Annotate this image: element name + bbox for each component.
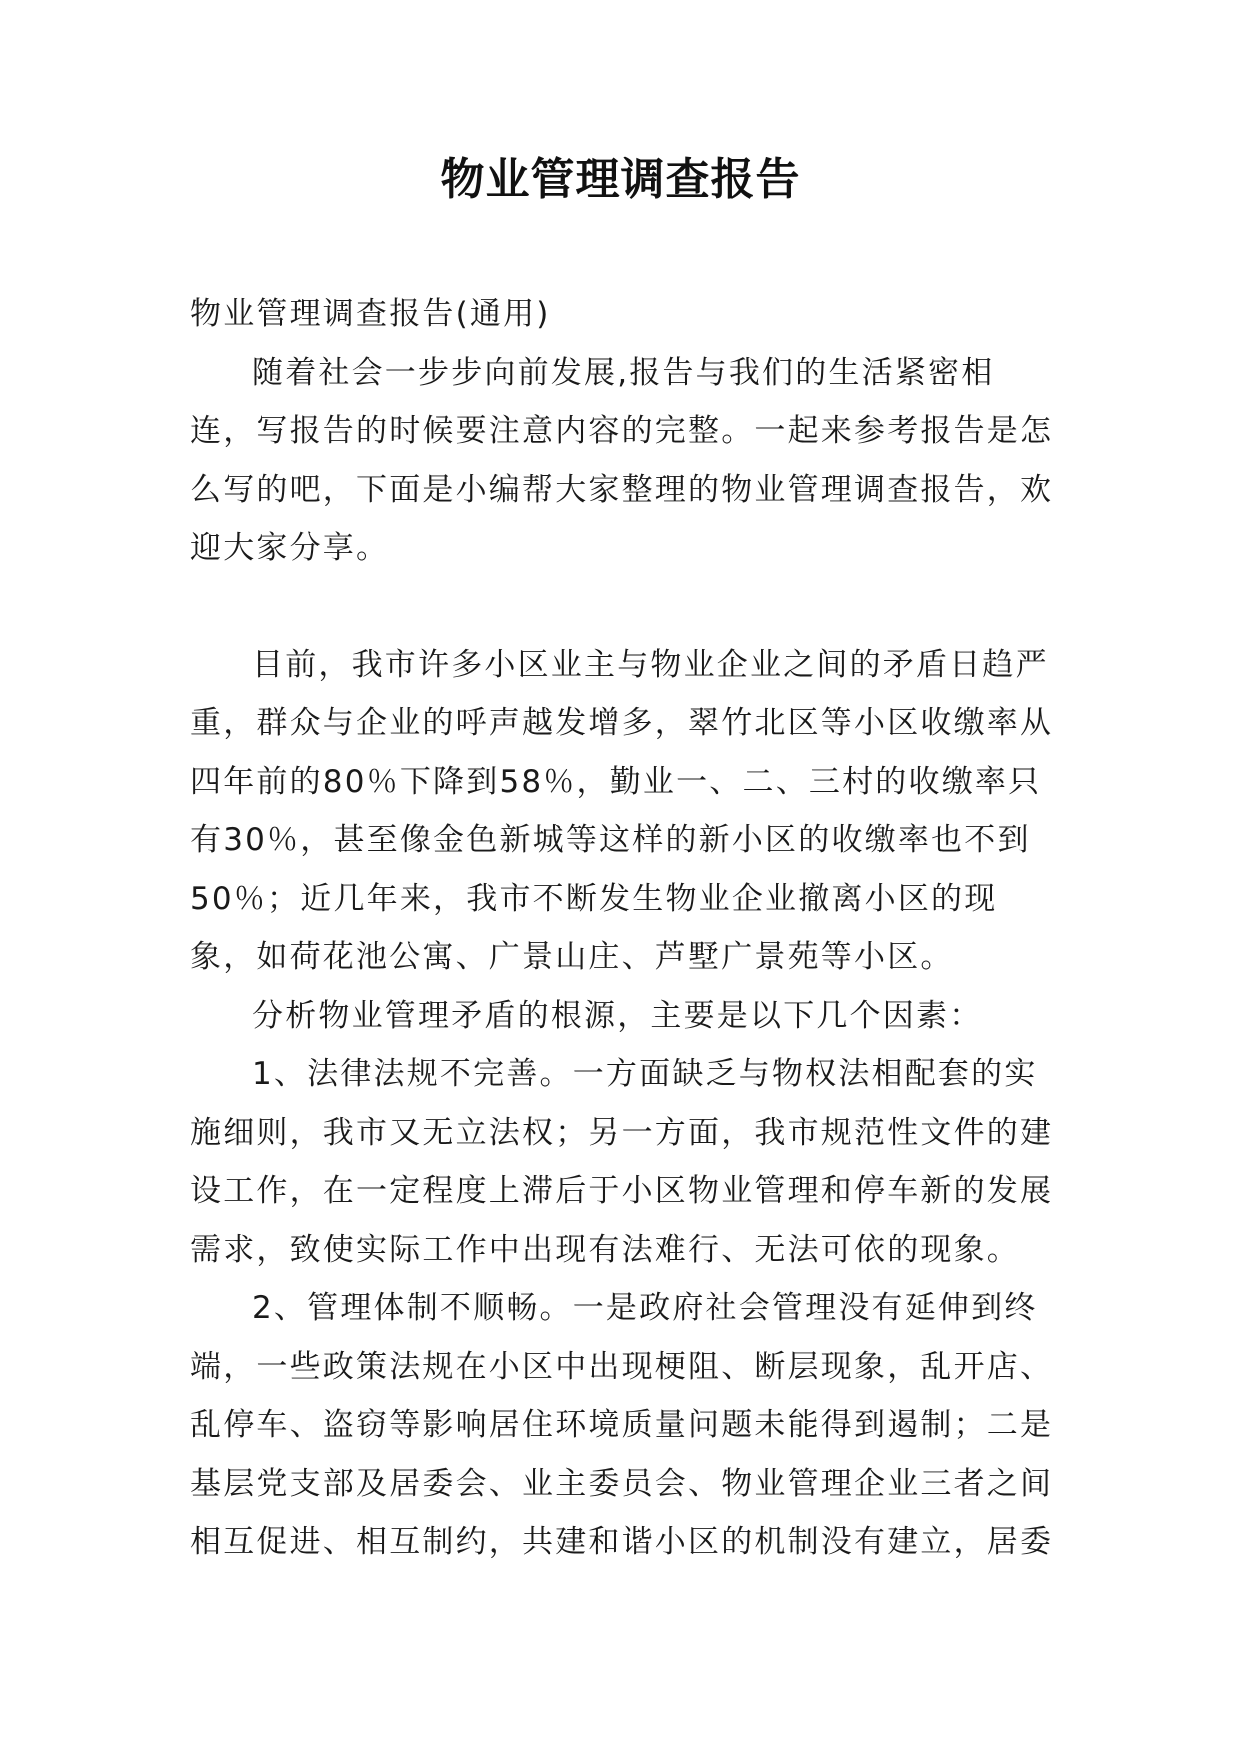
paragraph-spacer xyxy=(190,578,1060,636)
body-paragraph: 1、法律法规不完善。一方面缺乏与物权法相配套的实施细则，我市又无立法权；另一方面，我市规范性文件的建设工作，在一定程度上滞后于小区物业管理和停车新的发展需求，致使实际工作中出现有法难行、无法可依的现象。 xyxy=(190,1056,1054,1268)
subtitle-paragraph: 物业管理调查报告(通用) xyxy=(190,296,551,332)
body-paragraph: 目前，我市许多小区业主与物业企业之间的矛盾日趋严重，群众与企业的呼声越发增多，翠竹北区等小区收缴率从四年前的80％下降到58％，勤业一、二、三村的收缴率只有30％，甚至像金色新城等这样的新小区的收缴率也不到50％；近几年来，我市不断发生物业企业撤离小区的现象，如荷花池公寓、广景山庄、芦墅广景苑等小区。 xyxy=(190,646,1054,975)
document-body xyxy=(190,285,1060,1572)
body-paragraph: 2、管理体制不顺畅。一是政府社会管理没有延伸到终端，一些政策法规在小区中出现梗阻、断层现象，乱开店、乱停车、盗窃等影响居住环境质量问题未能得到遏制；二是基层党支部及居委会、业主委员会、物业管理企业三者之间相互促进、相互制约，共建和谐小区的机制没有建立，居委 xyxy=(190,1290,1054,1560)
document-title: 物业管理调查报告 xyxy=(440,154,801,205)
body-paragraph: 分析物业管理矛盾的根源，主要是以下几个因素： xyxy=(252,997,983,1034)
intro-paragraph: 随着社会一步步向前发展,报告与我们的生活紧密相连，写报告的时候要注意内容的完整。一起来参考报告是怎么写的吧，下面是小编帮大家整理的物业管理调查报告，欢迎大家分享。 xyxy=(190,354,1054,566)
